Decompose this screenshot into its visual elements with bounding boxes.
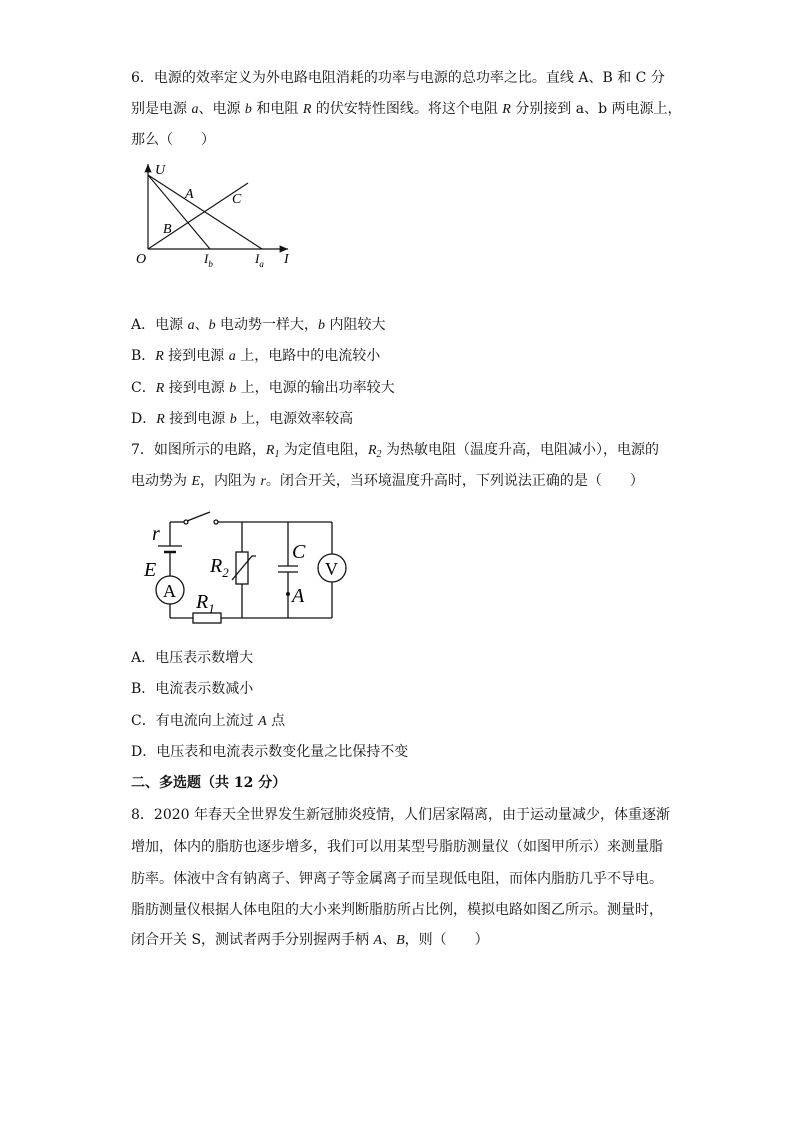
option-text: A．电压表示数增大: [131, 650, 254, 666]
q7-stem-line2: [131, 466, 671, 497]
option-text: C．: [131, 380, 156, 396]
q7-option-d[interactable]: [131, 737, 671, 768]
label-B: B: [163, 222, 172, 237]
label-Ia: $I_a$: [255, 251, 264, 269]
option-var: A: [258, 714, 267, 729]
q8-text: 肪率。体液中含有钠离子、钾离子等金属离子而呈现低电阻，而体内脂肪几乎不导电。: [131, 871, 663, 887]
q8-text: 8．2020 年春天全世界发生新冠肺炎疫情，人们居家隔离，由于运动量减少，体重逐渐: [131, 807, 670, 823]
q6-stem-line3: [131, 125, 671, 156]
q6-text: 、电源: [198, 101, 245, 117]
q8-text: 增加，体内的脂肪也逐步增多，我们可以用某型号脂肪测量仪（如图甲所示）来测量脂: [131, 839, 663, 855]
option-text: 内阻较大: [325, 317, 386, 333]
option-var: a: [228, 349, 236, 364]
option-var: b: [208, 318, 216, 333]
option-text: 上，电源效率较高: [236, 411, 354, 427]
option-text: 、: [194, 317, 209, 333]
q8-text: ，则（ ）: [404, 932, 489, 948]
label-Ib: $I_b$: [204, 251, 213, 269]
q6-stem-line1: [131, 63, 671, 94]
q6-var-a: a: [191, 102, 199, 117]
label-R1: $R_1$: [196, 591, 215, 616]
q6-option-a[interactable]: [131, 310, 671, 341]
q8-var-B: B: [396, 933, 405, 948]
q6-text: 别是电源: [131, 101, 192, 117]
q8-text: 、: [382, 932, 397, 948]
option-var: R: [156, 412, 165, 427]
label-voltmeter: V: [325, 559, 338, 579]
section-heading-text: 二、多选题（共 12 分）: [131, 775, 287, 791]
q8-line2: [131, 832, 671, 863]
option-text: 上，电路中的电流较小: [235, 348, 381, 364]
q7-var-E: E: [191, 474, 201, 489]
q7-option-c[interactable]: [131, 706, 671, 737]
q7-text: 7．如图所示的电路，: [131, 442, 266, 458]
option-text: 电动势一样大，: [215, 317, 319, 333]
q8-text: 脂肪测量仪根据人体电阻的大小来判断脂肪所占比例，模拟电路如图乙所示。测量时，: [131, 902, 663, 918]
label-R2: $R_2$: [210, 555, 229, 580]
option-var: b: [229, 381, 237, 396]
q6-text: 那么（ ）: [131, 132, 215, 148]
q6-stem-line2: [131, 94, 682, 125]
q7-var-R1: R: [265, 443, 275, 458]
q6-option-b[interactable]: [131, 341, 671, 372]
q6-text: 和电阻: [251, 101, 303, 117]
option-var: R: [155, 349, 164, 364]
label-r: r: [152, 523, 160, 545]
section-heading: [131, 768, 671, 799]
q7-text: ，内阻为: [200, 473, 261, 489]
option-text: A．电源: [131, 317, 188, 333]
option-text: D．电压表和电流表示数变化量之比保持不变: [131, 744, 409, 760]
q8-line4: [131, 895, 671, 926]
q6-var-R: R: [302, 102, 312, 117]
option-text: B．: [131, 348, 156, 364]
q6-var-b: b: [244, 102, 252, 117]
point-a-dot: [286, 592, 290, 596]
q8-line5: [131, 925, 671, 956]
option-text: 接到电源: [164, 411, 230, 427]
option-text: D．: [131, 411, 157, 427]
q7-text: 为热敏电阻（温度升高，电阻减小），电源的: [381, 442, 659, 458]
option-text: C．有电流向上流过: [131, 713, 259, 729]
q7-stem-line1: [131, 435, 671, 470]
q7-text: 电动势为: [131, 473, 192, 489]
q6-stem-text: 6．电源的效率定义为外电路电阻消耗的功率与电源的总功率之比。直线 A、B 和 C 分: [131, 70, 665, 86]
q7-option-b[interactable]: [131, 674, 671, 705]
option-text: B．电流表示数减小: [131, 681, 254, 697]
q7-var-R2: R: [367, 443, 377, 458]
q6-ui-graph: [130, 158, 300, 273]
option-var: b: [318, 318, 326, 333]
option-var: R: [155, 381, 165, 396]
q8-line1: [131, 800, 671, 831]
label-ammeter: A: [163, 581, 176, 601]
line-b: [148, 175, 210, 249]
q6-option-c[interactable]: [131, 373, 671, 404]
label-C: C: [292, 541, 306, 563]
label-I: I: [284, 252, 289, 267]
option-text: 接到电源: [163, 348, 229, 364]
q8-text: 闭合开关 S，测试者两手分别握两手柄: [131, 932, 374, 948]
q6-text: 的伏安特性图线。将这个电阻: [311, 101, 503, 117]
q6-var-R: R: [502, 102, 511, 117]
label-O: O: [136, 252, 147, 267]
option-text: 上，电源的输出功率较大: [236, 380, 395, 396]
option-text: 点: [266, 713, 286, 729]
label-U: U: [155, 163, 166, 178]
q7-sub: 1: [274, 449, 280, 460]
q7-circuit-diagram: [140, 508, 355, 630]
label-E: E: [144, 559, 157, 581]
label-point-A: A: [292, 585, 305, 607]
q7-text: 。闭合开关，当环境温度升高时，下列说法正确的是（ ）: [265, 473, 644, 489]
q7-text: 为定值电阻，: [279, 442, 368, 458]
q7-option-a[interactable]: [131, 643, 671, 674]
q8-var-A: A: [373, 933, 383, 948]
option-var: b: [229, 412, 237, 427]
q7-var-r: r: [260, 474, 266, 489]
q6-option-d[interactable]: [131, 404, 671, 435]
q7-sub: 2: [376, 449, 382, 460]
q8-line3: [131, 864, 671, 895]
option-var: a: [187, 318, 195, 333]
option-text: 接到电源: [164, 380, 230, 396]
q6-text: 分别接到 a、b 两电源上，: [510, 101, 682, 117]
label-A: A: [185, 187, 194, 202]
label-C: C: [232, 192, 242, 207]
